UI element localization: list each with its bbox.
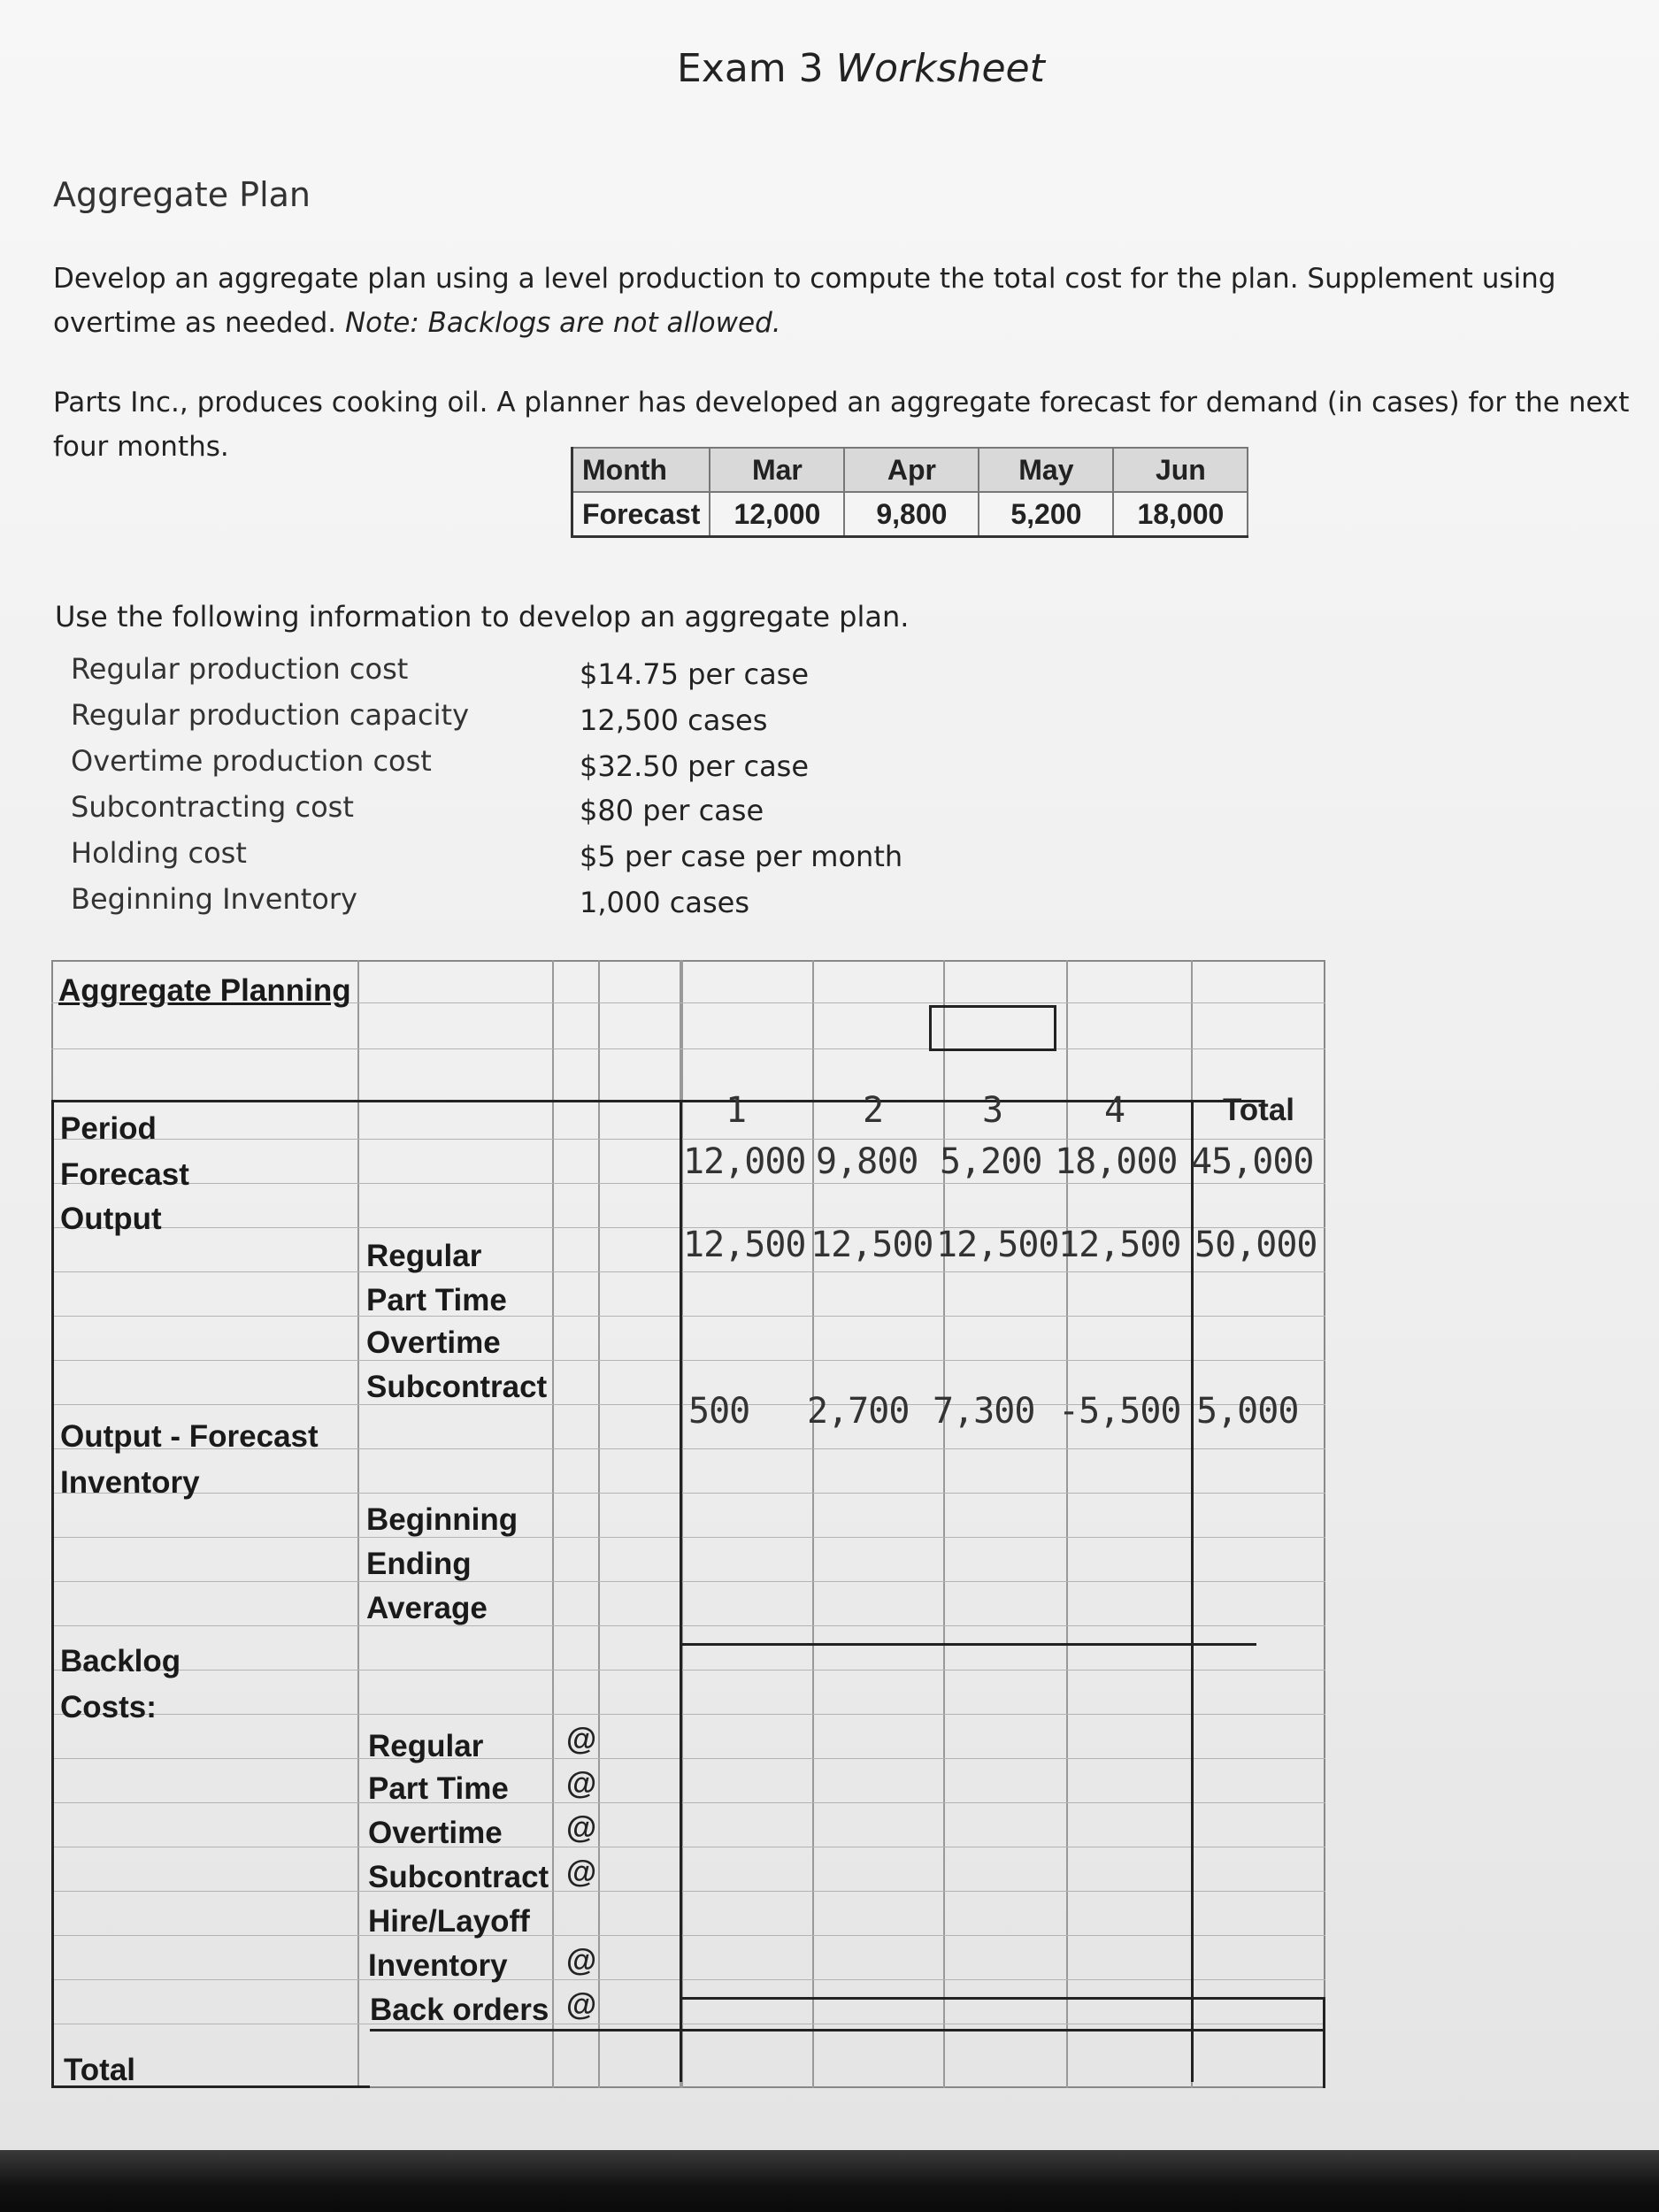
info-label: Overtime production cost bbox=[71, 744, 432, 778]
grid-row-line bbox=[51, 1360, 1325, 1361]
scenario-paragraph: Parts Inc., produces cooking oil. A planner has developed an aggregate forecast for demand (in cases) for the next four months. bbox=[53, 387, 1630, 463]
forecast-cell: 5,200 bbox=[979, 492, 1113, 537]
thick-border bbox=[51, 1100, 1263, 1102]
handwritten-forecast: 18,000 bbox=[1055, 1141, 1178, 1182]
grid-row-line bbox=[51, 1316, 1325, 1317]
desk-shadow bbox=[0, 2150, 1659, 2212]
grid-row-line bbox=[51, 1493, 1325, 1494]
info-label: Regular production capacity bbox=[71, 698, 469, 732]
at-symbol: @ bbox=[566, 1943, 597, 1978]
handwritten-diff: 500 bbox=[688, 1391, 750, 1432]
cost-overtime-label: Overtime bbox=[368, 1816, 503, 1850]
section-heading: Aggregate Plan bbox=[53, 175, 311, 214]
thick-border bbox=[1191, 1100, 1194, 2082]
thick-border bbox=[680, 1100, 682, 2082]
thick-border bbox=[370, 2029, 1325, 2032]
grid-row-line bbox=[51, 1670, 1325, 1671]
handwritten-diff: -5,500 bbox=[1058, 1391, 1181, 1432]
forecast-cell: 9,800 bbox=[844, 492, 979, 537]
info-label: Holding cost bbox=[71, 836, 247, 870]
inventory-beginning-label: Beginning bbox=[366, 1502, 518, 1537]
forecast-cell: 18,000 bbox=[1113, 492, 1248, 537]
grid-row-line bbox=[51, 1891, 1325, 1892]
at-symbol: @ bbox=[566, 1855, 597, 1889]
grid-row-line bbox=[51, 1714, 1325, 1715]
info-value: $5 per case per month bbox=[580, 840, 903, 873]
handwritten-forecast-total: 45,000 bbox=[1191, 1141, 1314, 1182]
handwritten-diff-total: 5,000 bbox=[1196, 1391, 1299, 1432]
grid-row-line bbox=[51, 1758, 1325, 1759]
handwritten-period: 3 bbox=[982, 1090, 1003, 1131]
handwritten-forecast: 12,000 bbox=[683, 1141, 806, 1182]
grid-col-line bbox=[552, 960, 554, 2088]
handwritten-period: 1 bbox=[726, 1090, 747, 1131]
aggregate-planning-grid bbox=[51, 960, 1325, 2088]
grid-row-line bbox=[51, 1625, 1325, 1626]
output-subcontract-label: Subcontract bbox=[366, 1370, 548, 1404]
cost-back-orders-label: Back orders bbox=[370, 1993, 549, 2027]
month-label: Month bbox=[572, 448, 710, 492]
handwritten-diff: 2,700 bbox=[807, 1391, 910, 1432]
grid-row-line bbox=[51, 1183, 1325, 1184]
cost-inventory-label: Inventory bbox=[368, 1948, 508, 1983]
total-row-label: Total bbox=[64, 2053, 136, 2087]
costs-label: Costs: bbox=[60, 1690, 157, 1724]
month-cell: May bbox=[979, 448, 1113, 492]
info-heading: Use the following information to develop an aggregate plan. bbox=[55, 600, 910, 634]
handwritten-regular: 12,500 bbox=[1058, 1225, 1181, 1265]
inventory-ending-label: Ending bbox=[366, 1547, 472, 1581]
cost-regular-label: Regular bbox=[368, 1729, 484, 1763]
grid-row-line bbox=[51, 1271, 1325, 1272]
info-label: Beginning Inventory bbox=[71, 882, 357, 916]
handwritten-forecast: 5,200 bbox=[940, 1141, 1042, 1182]
at-symbol: @ bbox=[566, 1987, 597, 2022]
info-value: 12,500 cases bbox=[580, 703, 768, 737]
grid-col-line bbox=[1066, 960, 1068, 2088]
output-forecast-label: Output - Forecast bbox=[60, 1419, 319, 1454]
info-value: $80 per case bbox=[580, 794, 764, 827]
grid-row-line bbox=[51, 1802, 1325, 1803]
grid-col-line bbox=[812, 960, 814, 2088]
at-symbol: @ bbox=[566, 1810, 597, 1845]
inventory-average-label: Average bbox=[366, 1591, 488, 1625]
grid-row-line bbox=[51, 1537, 1325, 1538]
backlog-label: Backlog bbox=[60, 1644, 181, 1678]
month-cell: Jun bbox=[1113, 448, 1248, 492]
output-part-time-label: Part Time bbox=[366, 1283, 507, 1317]
grid-col-line bbox=[943, 960, 945, 2088]
thick-border bbox=[51, 1100, 54, 2088]
cost-hire-layoff-label: Hire/Layoff bbox=[368, 1904, 530, 1939]
at-symbol: @ bbox=[566, 1766, 597, 1801]
info-value: $32.50 per case bbox=[580, 749, 810, 783]
handwritten-regular: 12,500 bbox=[683, 1225, 806, 1265]
handwritten-forecast: 9,800 bbox=[816, 1141, 918, 1182]
handwritten-regular: 12,500 bbox=[810, 1225, 933, 1265]
output-overtime-label: Overtime bbox=[366, 1325, 501, 1360]
total-column-header: Total bbox=[1223, 1093, 1295, 1127]
thick-border bbox=[1323, 1997, 1325, 2088]
output-label: Output bbox=[60, 1202, 162, 1236]
handwritten-period: 2 bbox=[863, 1090, 884, 1131]
grid-row-line bbox=[51, 1048, 1325, 1049]
grid-col-line bbox=[598, 960, 600, 2088]
grid-row-line bbox=[51, 1935, 1325, 1936]
empty-box bbox=[929, 1005, 1056, 1051]
grid-row-line bbox=[51, 1581, 1325, 1582]
cost-part-time-label: Part Time bbox=[368, 1771, 509, 1806]
info-label: Regular production cost bbox=[71, 652, 409, 686]
grid-outline bbox=[51, 960, 1325, 2088]
info-value: 1,000 cases bbox=[580, 886, 750, 919]
month-cell: Mar bbox=[710, 448, 844, 492]
forecast-cell: 12,000 bbox=[710, 492, 844, 537]
intro-paragraph: Develop an aggregate plan using a level production to compute the total cost for the plan. Supplement using overtime as needed. Note: Backlogs are not allowed. bbox=[53, 263, 1556, 339]
forecast-label: Forecast bbox=[572, 492, 710, 537]
month-cell: Apr bbox=[844, 448, 979, 492]
handwritten-regular: 12,500 bbox=[936, 1225, 1059, 1265]
output-regular-label: Regular bbox=[366, 1239, 482, 1273]
period-label: Period bbox=[60, 1111, 157, 1146]
info-label: Subcontracting cost bbox=[71, 790, 354, 824]
cost-subcontract-label: Subcontract bbox=[368, 1860, 549, 1894]
handwritten-diff: 7,300 bbox=[933, 1391, 1035, 1432]
forecast-table bbox=[571, 447, 1248, 538]
aggregate-planning-heading: Aggregate Planning bbox=[58, 973, 351, 1008]
handwritten-period: 4 bbox=[1104, 1090, 1125, 1131]
handwritten-regular-total: 50,000 bbox=[1194, 1225, 1317, 1265]
grid-row-line bbox=[51, 1979, 1325, 1980]
inventory-label: Inventory bbox=[60, 1465, 200, 1500]
grid-col-line bbox=[357, 960, 359, 2088]
at-symbol: @ bbox=[566, 1722, 597, 1756]
page-title: Exam 3 Worksheet bbox=[677, 46, 1045, 91]
thick-border bbox=[681, 1643, 1256, 1646]
thick-border bbox=[681, 1997, 1325, 2000]
forecast-row-label: Forecast bbox=[60, 1157, 189, 1192]
info-value: $14.75 per case bbox=[580, 657, 810, 691]
note-text: Note: Backlogs are not allowed. bbox=[344, 307, 781, 339]
grid-row-line bbox=[51, 1139, 1325, 1140]
